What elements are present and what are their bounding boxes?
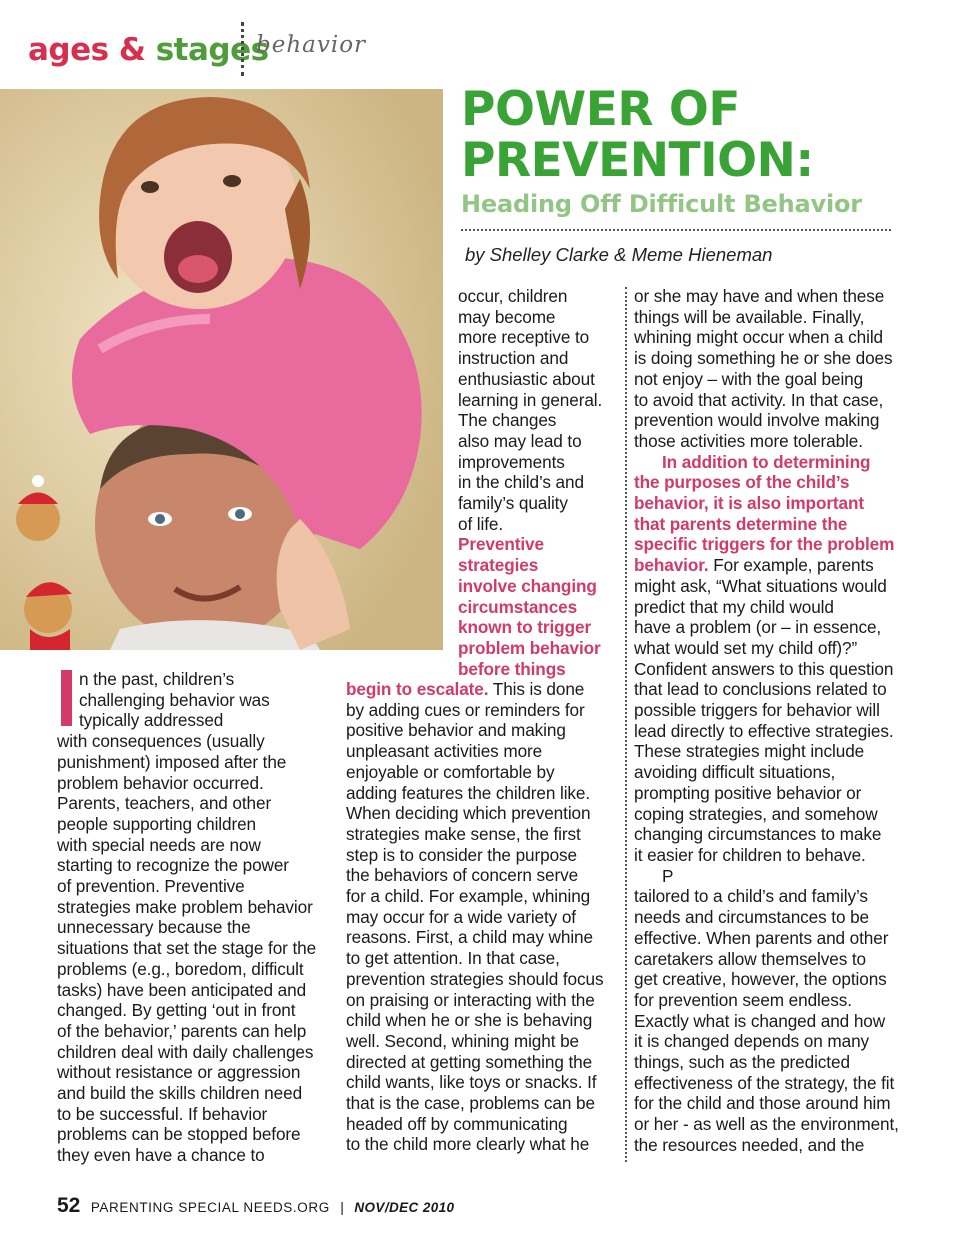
- column-2-line: the behaviors of concern serve: [346, 865, 579, 886]
- column-2-line: occur, children: [458, 286, 568, 306]
- issue-date: NOV/DEC 2010: [354, 1200, 455, 1215]
- column-3-line: effective. When parents and other: [634, 927, 889, 948]
- column-2-line: improvements: [458, 451, 565, 472]
- section-ampersand: &: [118, 32, 146, 68]
- column-2-line: for a child. For example, whining: [346, 886, 591, 907]
- section-label: [28, 32, 269, 68]
- column-3-line: that lead to conclusions related to: [634, 679, 887, 700]
- column-1-line: and build the skills children need: [57, 1083, 303, 1104]
- column-1-line: people supporting children: [57, 813, 257, 834]
- pull-highlight-line: specific triggers for the problem: [634, 534, 895, 555]
- column-3-line: Exactly what is changed and how: [634, 1010, 886, 1031]
- column-3-line: Confident answers to this question: [634, 658, 894, 679]
- pull-highlight-line: known to trigger: [458, 617, 592, 638]
- column-3-line: caretakers allow themselves to: [634, 948, 866, 969]
- article-photo: [0, 89, 443, 650]
- column-2-line: well. Second, whining might be: [346, 1030, 579, 1051]
- column-3-line: possible triggers for behavior will: [634, 700, 880, 721]
- column-1-line: changed. By getting ‘out in front: [57, 1000, 296, 1021]
- column-2-line: [346, 679, 616, 700]
- column-1-line: to be successful. If behavior: [57, 1103, 268, 1124]
- pull-highlight-line: Preventive: [458, 534, 544, 555]
- column-3-line: avoiding difficult situations,: [634, 762, 836, 783]
- column-3-line: lead directly to effective strategies.: [634, 720, 894, 741]
- column-3-line: for prevention seem endless.: [634, 989, 852, 1010]
- byline: by Shelley Clarke & Meme Hieneman: [465, 244, 773, 265]
- column-2-line: headed off by communicating: [346, 1113, 568, 1134]
- title-rule: [461, 229, 891, 231]
- column-2-upper: [458, 286, 618, 679]
- column-3-line: things will be available. Finally,: [634, 306, 865, 327]
- pull-highlight-text: behavior.: [634, 555, 709, 576]
- column-1-line: strategies make problem behavior: [57, 896, 313, 917]
- column-2-line: may become: [458, 306, 556, 327]
- column-1-line: problem behavior occurred.: [57, 772, 264, 793]
- column-3-line: is doing something he or she does: [634, 348, 893, 369]
- column-1-line: problems (e.g., boredom, difficult: [57, 958, 304, 979]
- column-1-line: with consequences (usually: [57, 731, 265, 752]
- column-2-line: enjoyable or comfortable by: [346, 761, 555, 782]
- section-word-ages: ages: [28, 32, 109, 68]
- column-2-line: more receptive to: [458, 327, 590, 348]
- column-2-line: instruction and: [458, 348, 569, 369]
- pull-highlight-text: begin to escalate.: [346, 679, 489, 699]
- column-2-line: reasons. First, a child may whine: [346, 927, 593, 948]
- column-3-line: predict that my child would: [634, 596, 834, 617]
- column-2-line: unpleasant activities more: [346, 741, 543, 762]
- column-divider: [625, 287, 627, 1162]
- column-3-line: changing circumstances to make: [634, 824, 882, 845]
- pull-highlight-line: involve changing: [458, 575, 597, 596]
- pull-highlight-line: that parents determine the: [634, 513, 848, 534]
- column-2-line: enthusiastic about: [458, 368, 595, 389]
- column-1-line: challenging behavior was: [79, 689, 270, 710]
- column-3-line: prevention would involve making: [634, 410, 880, 431]
- column-3-line: or her - as well as the environment,: [634, 1114, 899, 1135]
- column-2-line: strategies make sense, the first: [346, 823, 581, 844]
- column-3-line: or she may have and when these: [634, 286, 885, 306]
- column-1-line: tasks) have been anticipated and: [57, 979, 307, 1000]
- column-3-line: effectiveness of the strategy, the fit: [634, 1072, 895, 1093]
- column-3-line: prompting positive behavior or: [634, 782, 862, 803]
- column-2-line: may occur for a wide variety of: [346, 906, 576, 927]
- column-2-line: step is to consider the purpose: [346, 844, 577, 865]
- column-2-line: The changes: [458, 410, 557, 431]
- column-3-line: whining might occur when a child: [634, 327, 884, 348]
- column-2-line: adding features the children like.: [346, 782, 591, 803]
- photo-illustration: [0, 89, 443, 650]
- column-3-line: have a problem (or – in essence,: [634, 617, 882, 638]
- column-3-text: For example, parents: [708, 555, 874, 576]
- publication-name: PARENTING SPECIAL NEEDS.ORG: [90, 1200, 330, 1215]
- column-2-line: positive behavior and making: [346, 720, 566, 741]
- column-2-line: directed at getting something the: [346, 1051, 593, 1072]
- column-2-line: that is the case, problems can be: [346, 1093, 595, 1114]
- column-1-line: unnecessary because the: [57, 917, 251, 938]
- column-3-line: it is changed depends on many: [634, 1031, 870, 1052]
- column-1-line: they even have a chance to: [57, 1145, 265, 1166]
- pull-highlight-line: before things: [458, 658, 566, 679]
- column-3: [634, 286, 910, 1156]
- article-title: POWER OF PREVENTION:: [461, 82, 814, 188]
- column-2-line: to the child more clearly what he: [346, 1134, 590, 1155]
- column-3-line: what would set my child off)?”: [634, 637, 858, 658]
- section-word-stages: stages: [155, 32, 269, 68]
- column-2-line: When deciding which prevention: [346, 803, 591, 824]
- column-3-line: the resources needed, and the: [634, 1134, 865, 1155]
- column-3-line: get creative, however, the options: [634, 969, 887, 990]
- stray-letter: P: [662, 865, 674, 886]
- column-3-line: might ask, “What situations would: [634, 575, 887, 596]
- column-2-line: in the child’s and: [458, 472, 584, 493]
- header-divider: [241, 22, 244, 76]
- column-2-line: prevention strategies should focus: [346, 968, 604, 989]
- column-1-line: of the behavior,’ parents can help: [57, 1020, 307, 1041]
- column-2-line: learning in general.: [458, 389, 603, 410]
- column-3-line: for the child and those around him: [634, 1093, 891, 1114]
- pull-highlight-line: circumstances: [458, 596, 578, 617]
- column-1-line: typically addressed: [79, 710, 224, 731]
- column-1-line: punishment) imposed after the: [57, 751, 287, 772]
- column-1-line: Parents, teachers, and other: [57, 793, 272, 814]
- column-2-line: child wants, like toys or snacks. If: [346, 1072, 597, 1093]
- column-1-line: children deal with daily challenges: [57, 1041, 314, 1062]
- column-2-text: This is done: [488, 679, 585, 699]
- column-2-line: of life.: [458, 513, 504, 534]
- pull-highlight-line: problem behavior: [458, 637, 601, 658]
- column-1-line: without resistance or aggression: [57, 1062, 301, 1083]
- column-1-line: starting to recognize the power: [57, 855, 289, 876]
- column-3-line: not enjoy – with the goal being: [634, 368, 864, 389]
- pull-highlight-line: In addition to determining: [662, 451, 871, 472]
- column-3-line: those activities more tolerable.: [634, 430, 863, 451]
- column-3-line: tailored to a child’s and family’s: [634, 886, 868, 907]
- pull-highlight-line: strategies: [458, 555, 539, 576]
- column-2-line: by adding cues or reminders for: [346, 699, 585, 720]
- page-footer: [57, 1194, 454, 1218]
- column-3-line: These strategies might include: [634, 741, 865, 762]
- column-2-line: to get attention. In that case,: [346, 948, 560, 969]
- column-3-line: needs and circumstances to be: [634, 907, 869, 928]
- column-2-line: family’s quality: [458, 493, 568, 514]
- section-subcategory: behavior: [256, 32, 367, 58]
- column-2-line: child when he or she is behaving: [346, 1010, 593, 1031]
- column-3-line: to avoid that activity. In that case,: [634, 389, 884, 410]
- column-1: [57, 669, 327, 1166]
- column-2-line: on praising or interacting with the: [346, 989, 595, 1010]
- column-1-line: n the past, children’s: [79, 669, 235, 689]
- column-3-line: it easier for children to behave.: [634, 844, 866, 865]
- footer-separator: |: [340, 1199, 344, 1215]
- page-number: 52: [57, 1194, 81, 1217]
- column-1-line: with special needs are now: [57, 834, 261, 855]
- article-subtitle: Heading Off Difficult Behavior: [461, 190, 862, 218]
- column-3-line: coping strategies, and somehow: [634, 803, 878, 824]
- column-1-line: problems can be stopped before: [57, 1124, 301, 1145]
- column-3-line: [634, 555, 910, 576]
- column-1-line: situations that set the stage for the: [57, 938, 317, 959]
- pull-highlight-line: the purposes of the child’s: [634, 472, 850, 493]
- column-3-line: things, such as the predicted: [634, 1052, 850, 1073]
- column-2-lower: [346, 679, 616, 1155]
- column-1-line: of prevention. Preventive: [57, 876, 245, 897]
- column-2-line: also may lead to: [458, 430, 582, 451]
- pull-highlight-line: behavior, it is also important: [634, 493, 865, 514]
